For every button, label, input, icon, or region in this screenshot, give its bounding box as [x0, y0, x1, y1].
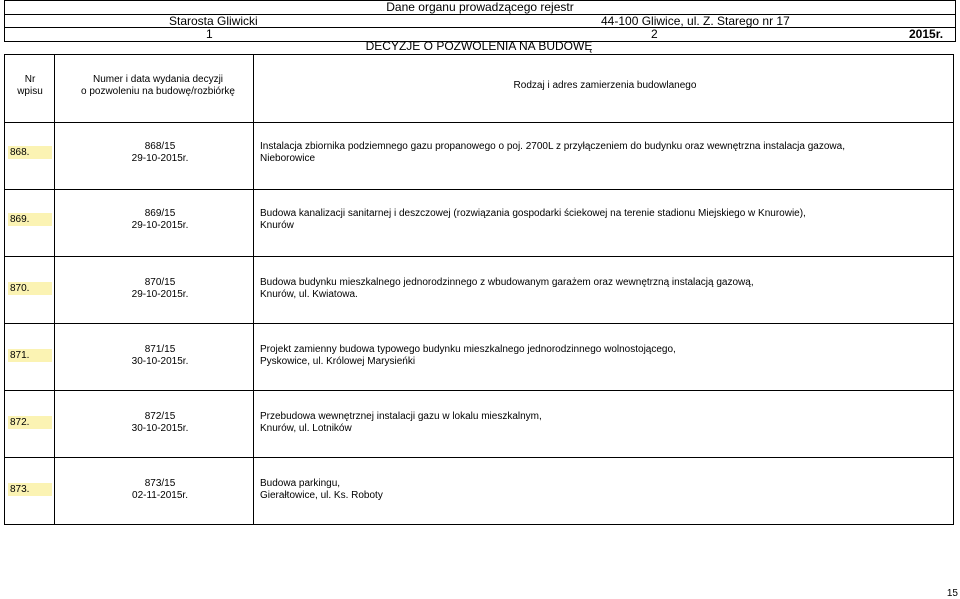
page-number: 15: [946, 588, 958, 599]
entry-description: [260, 208, 900, 232]
column-decision-line2: o pozwoleniu na budowę/rozbiórkę: [81, 86, 235, 97]
entry-description: [260, 411, 900, 435]
entry-desc-line1: Budowa kanalizacji sanitarnej i deszczowej (rozwiązania gospodarki ściekowej na terenie stadionu Miejskiego w Knurowie),: [260, 208, 806, 219]
entry-description: [260, 141, 900, 165]
entry-desc-line2: Pyskowice, ul. Królowej Marysieńki: [260, 356, 416, 367]
entry-decision-no: 871/15: [144, 344, 176, 355]
table-row: [4, 391, 954, 458]
table-row: [4, 123, 954, 190]
entry-description: [260, 478, 900, 502]
entry-date: 30-10-2015r.: [131, 423, 189, 434]
entry-decision-no: 869/15: [144, 208, 176, 219]
entry-date: 29-10-2015r.: [131, 153, 189, 164]
entry-description: [260, 277, 900, 301]
column-number-2: 2: [651, 27, 658, 41]
organ-address: 44-100 Gliwice, ul. Z. Starego nr 17: [601, 14, 790, 28]
entry-desc-line1: Instalacja zbiornika podziemnego gazu propanowego o poj. 2700L z przyłączeniem do budynku oraz wewnętrzna instalacja gazowa,: [260, 141, 845, 152]
table-row: [4, 458, 954, 525]
register-year: 2015r.: [909, 27, 944, 41]
entry-nr: 872.: [8, 416, 52, 429]
entry-decision-no: 870/15: [144, 277, 176, 288]
entry-decision: [71, 478, 249, 502]
entry-desc-line1: Budowa budynku mieszkalnego jednorodzinnego z wbudowanym garażem oraz wewnętrzną instalacją gazową,: [260, 277, 754, 288]
entry-nr: 869.: [8, 213, 52, 226]
column-decision-line1: Numer i data wydania decyzji: [92, 74, 224, 85]
column-nr: [5, 74, 55, 98]
entry-nr: 873.: [8, 483, 52, 496]
column-number-1: 1: [206, 27, 213, 41]
entry-decision: [71, 208, 249, 232]
entry-desc-line1: Budowa parkingu,: [260, 478, 341, 489]
entry-decision: [71, 141, 249, 165]
entry-desc-line1: Przebudowa wewnętrznej instalacji gazu w lokalu mieszkalnym,: [260, 411, 542, 422]
organ-header: [4, 0, 956, 14]
entry-decision-no: 872/15: [144, 411, 176, 422]
entry-desc-line2: Knurów, ul. Kwiatowa.: [260, 289, 358, 300]
entry-decision-no: 868/15: [144, 141, 176, 152]
table-row: [4, 190, 954, 257]
entry-nr: 868.: [8, 146, 52, 159]
column-nr-line2: wpisu: [17, 86, 43, 97]
table-row: [4, 324, 954, 391]
entry-decision: [71, 277, 249, 301]
entry-date: 30-10-2015r.: [131, 356, 189, 367]
register-title: DECYZJE O POZWOLENIA NA BUDOWĘ: [365, 39, 593, 53]
entry-desc-line2: Gierałtowice, ul. Ks. Roboty: [260, 490, 383, 501]
organ-name: Starosta Gliwicki: [169, 14, 258, 28]
entry-nr: 871.: [8, 349, 52, 362]
entry-decision: [71, 344, 249, 368]
column-header: [4, 54, 954, 123]
column-nr-line1: Nr: [24, 74, 36, 85]
organ-label: Dane organu prowadzącego rejestr: [386, 0, 574, 14]
register-title-row: [4, 40, 954, 53]
entry-desc-line2: Knurów, ul. Lotników: [260, 423, 352, 434]
entry-description: [260, 344, 900, 368]
entry-date: 29-10-2015r.: [131, 220, 189, 231]
entry-decision: [71, 411, 249, 435]
entry-desc-line2: Nieborowice: [260, 153, 316, 164]
table-row: [4, 257, 954, 324]
entry-desc-line1: Projekt zamienny budowa typowego budynku mieszkalnego jednorodzinnego wolnostojącego,: [260, 344, 676, 355]
entry-decision-no: 873/15: [144, 478, 176, 489]
entry-nr: 870.: [8, 282, 52, 295]
entry-date: 29-10-2015r.: [131, 289, 189, 300]
entry-desc-line2: Knurów: [260, 220, 294, 231]
column-description: Rodzaj i adres zamierzenia budowlanego: [513, 80, 697, 91]
entry-date: 02-11-2015r.: [132, 490, 188, 501]
organ-info-row: [4, 14, 956, 28]
column-decision: [67, 74, 249, 98]
